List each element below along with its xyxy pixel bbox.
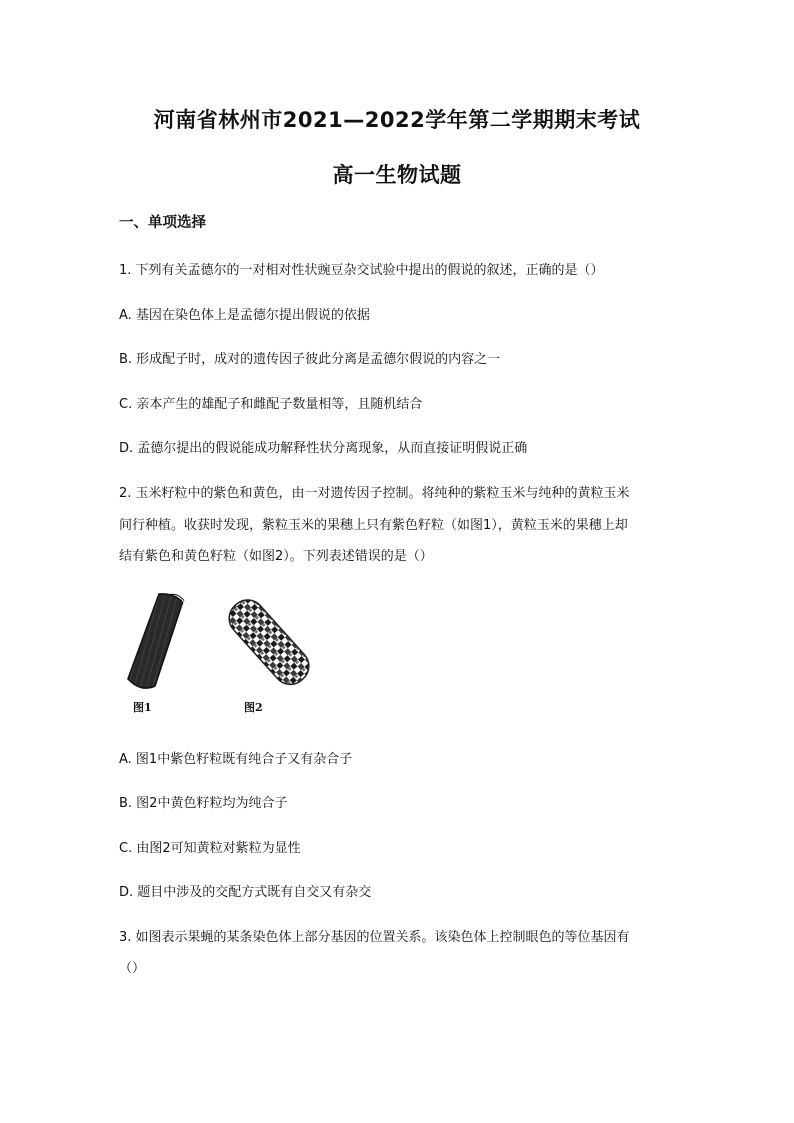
corn-ear-mottled	[222, 593, 316, 691]
question-3-stem-line-1: 3. 如图表示果蝇的某条染色体上部分基因的位置关系。该染色体上控制眼色的等位基因有	[119, 930, 630, 945]
question-2-option-d: D. 题目中涉及的交配方式既有自交又有杂交	[119, 885, 372, 900]
question-2-stem-line-1: 2. 玉米籽粒中的紫色和黄色，由一对遗传因子控制。将纯种的紫粒玉米与纯种的黄粒玉米	[119, 486, 630, 501]
question-1-option-d: D. 孟德尔提出的假说能成功解释性状分离现象，从而直接证明假说正确	[119, 441, 528, 456]
figure-1-label: 图1	[133, 701, 152, 714]
section-heading: 一、单项选择	[119, 215, 206, 231]
corn-figure	[117, 585, 317, 720]
question-1-option-a: A. 基因在染色体上是孟德尔提出假说的依据	[119, 308, 370, 323]
question-2-stem-line-2: 间行种植。收获时发现，紫粒玉米的果穗上只有紫色籽粒（如图1），黄粒玉米的果穗上却	[119, 518, 628, 533]
question-2-option-c: C. 由图2可知黄粒对紫粒为显性	[119, 841, 301, 856]
question-2-stem-line-3: 结有紫色和黄色籽粒（如图2）。下列表述错误的是（）	[119, 549, 433, 564]
question-2-option-a: A. 图1中紫色籽粒既有纯合子又有杂合子	[119, 752, 353, 767]
question-1-option-b: B. 形成配子时，成对的遗传因子彼此分离是孟德尔假说的内容之一	[119, 352, 501, 367]
exam-subtitle: 高一生物试题	[332, 163, 462, 187]
exam-title: 河南省林州市2021—2022学年第二学期期末考试	[153, 108, 641, 132]
figure-2-label: 图2	[244, 701, 263, 714]
question-3-stem-line-2: （）	[119, 961, 146, 976]
corn-ear-purple	[127, 588, 185, 692]
question-2-option-b: B. 图2中黄色籽粒均为纯合子	[119, 796, 288, 811]
question-1-stem: 1. 下列有关孟德尔的一对相对性状豌豆杂交试验中提出的假说的叙述，正确的是（）	[119, 263, 604, 278]
question-1-option-c: C. 亲本产生的雄配子和雌配子数量相等，且随机结合	[119, 397, 423, 412]
